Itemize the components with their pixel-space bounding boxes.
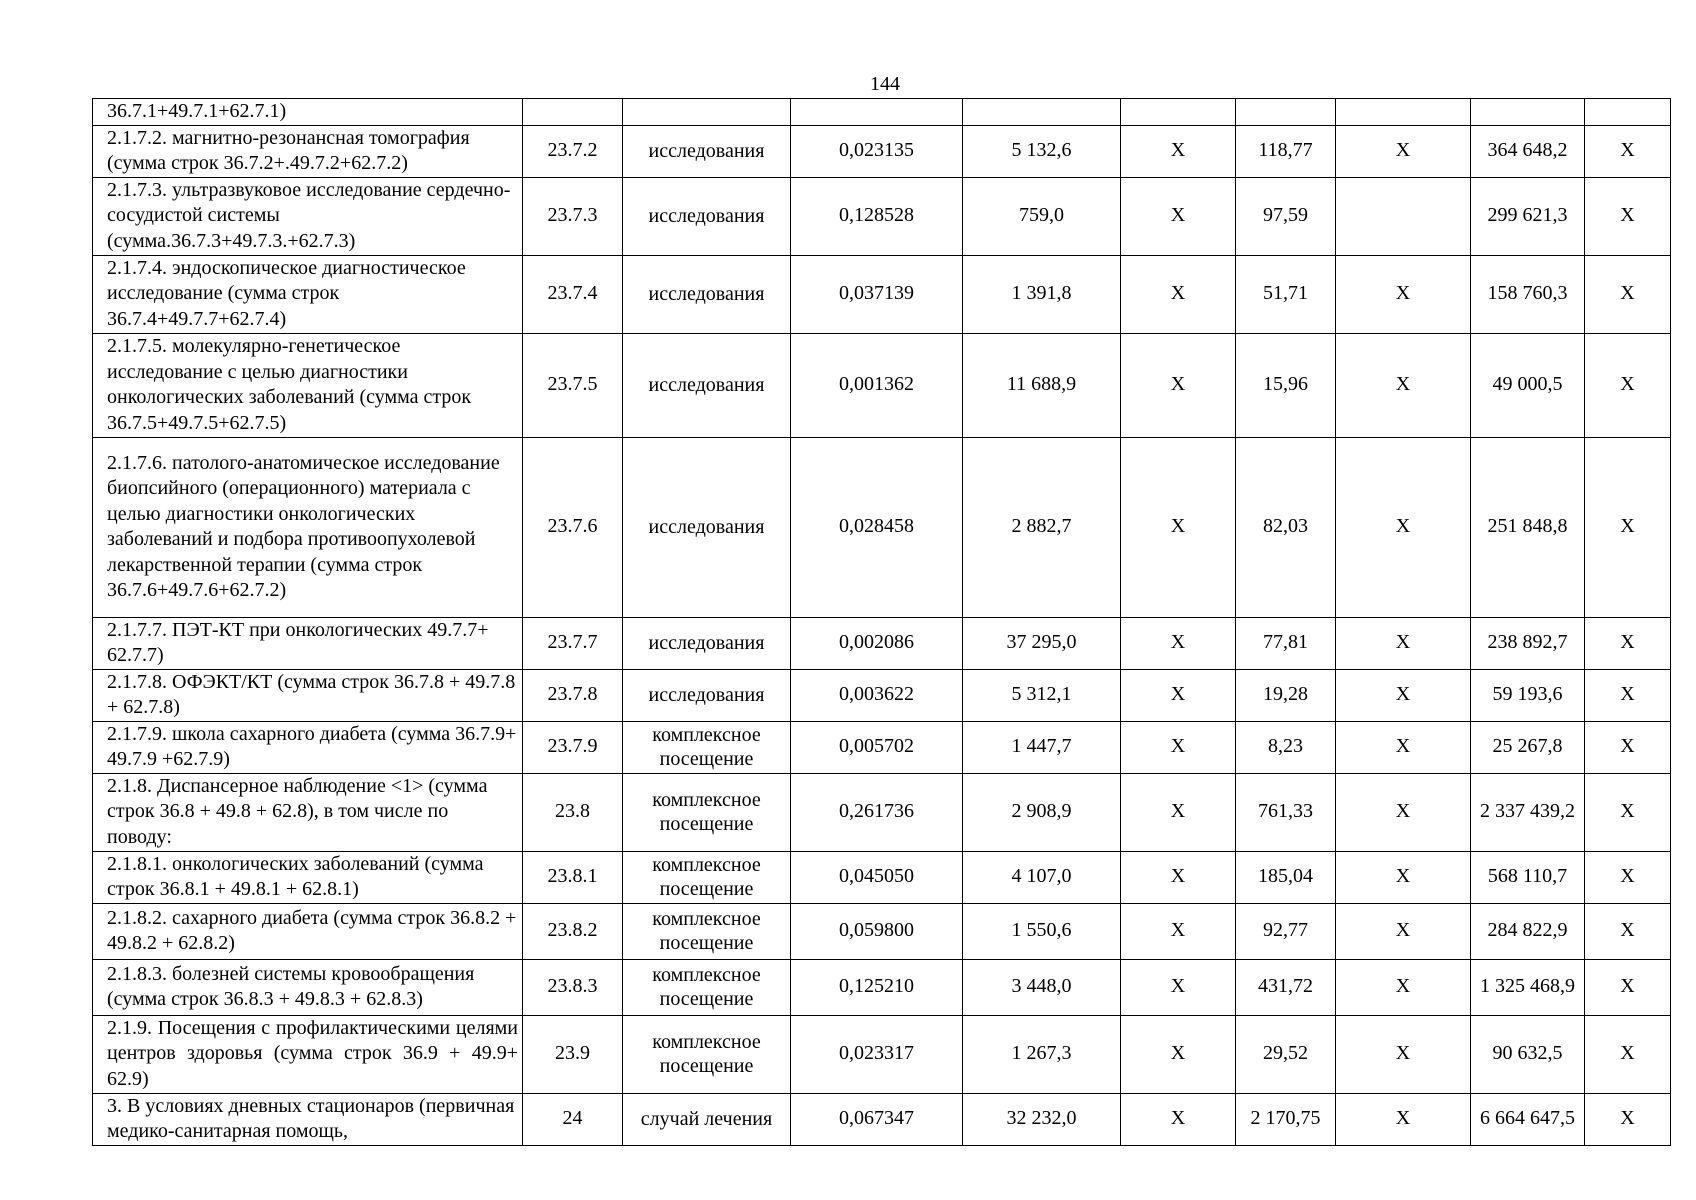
row-norm-cell: 0,003622 [791, 669, 963, 721]
row-name-cell: 2.1.7.9. школа сахарного диабета (сумма 36.7.9+ 49.7.9 +62.7.9) [93, 721, 523, 773]
row-col7-cell: 97,59 [1236, 177, 1336, 255]
row-col6-cell: X [1121, 177, 1236, 255]
row-unit-cell: исследования [623, 333, 791, 437]
row-norm-cell: 0,023135 [791, 125, 963, 177]
row-col8-cell: X [1336, 255, 1471, 333]
row-unit-cell: комплексное посещение [623, 773, 791, 851]
row-code-cell: 23.7.7 [523, 617, 623, 669]
row-col10-cell: X [1585, 669, 1671, 721]
table-row [93, 1015, 1671, 1093]
row-col9-cell [1471, 99, 1585, 126]
row-col10-cell: X [1585, 617, 1671, 669]
row-col7-cell: 118,77 [1236, 125, 1336, 177]
row-col10-cell: X [1585, 903, 1671, 959]
row-unit-cell: исследования [623, 255, 791, 333]
row-col7-cell: 761,33 [1236, 773, 1336, 851]
row-col8-cell: X [1336, 617, 1471, 669]
row-col7-cell: 8,23 [1236, 721, 1336, 773]
row-col10-cell: X [1585, 851, 1671, 903]
row-norm-cell: 0,125210 [791, 959, 963, 1015]
row-code-cell: 23.7.5 [523, 333, 623, 437]
row-norm-cell: 0,023317 [791, 1015, 963, 1093]
table-row [93, 669, 1671, 721]
row-col7-cell: 51,71 [1236, 255, 1336, 333]
row-col8-cell [1336, 177, 1471, 255]
row-col9-cell: 284 822,9 [1471, 903, 1585, 959]
page-number: 144 [870, 73, 900, 95]
table-row [93, 773, 1671, 851]
row-cost-cell [963, 99, 1121, 126]
row-col10-cell: X [1585, 125, 1671, 177]
row-col10-cell: X [1585, 437, 1671, 617]
row-col8-cell: X [1336, 1093, 1471, 1145]
row-col8-cell: X [1336, 903, 1471, 959]
row-code-cell: 23.8.2 [523, 903, 623, 959]
row-col8-cell: X [1336, 1015, 1471, 1093]
row-norm-cell: 0,037139 [791, 255, 963, 333]
row-col8-cell: X [1336, 437, 1471, 617]
row-cost-cell: 2 908,9 [963, 773, 1121, 851]
row-name-cell: 2.1.7.8. ОФЭКТ/КТ (сумма строк 36.7.8 + 49.7.8 + 62.7.8) [93, 669, 523, 721]
row-col8-cell: X [1336, 125, 1471, 177]
row-col8-cell: X [1336, 773, 1471, 851]
row-code-cell: 23.7.6 [523, 437, 623, 617]
row-col9-cell: 59 193,6 [1471, 669, 1585, 721]
row-unit-cell [623, 99, 791, 126]
row-cost-cell: 11 688,9 [963, 333, 1121, 437]
row-col6-cell: X [1121, 851, 1236, 903]
row-col10-cell: X [1585, 1015, 1671, 1093]
table-row [93, 177, 1671, 255]
row-col6-cell: X [1121, 721, 1236, 773]
row-name-cell: 2.1.7.7. ПЭТ-КТ при онкологических 49.7.7+ 62.7.7) [93, 617, 523, 669]
row-name-cell: 2.1.7.5. молекулярно-генетическое исследование с целью диагностики онкологических заболеваний (сумма строк 36.7.5+49.7.5+62.7.5) [93, 333, 523, 437]
row-col7-cell: 185,04 [1236, 851, 1336, 903]
row-unit-cell: случай лечения [623, 1093, 791, 1145]
row-col9-cell: 6 664 647,5 [1471, 1093, 1585, 1145]
row-col6-cell: X [1121, 255, 1236, 333]
table-row [93, 437, 1671, 617]
row-norm-cell: 0,028458 [791, 437, 963, 617]
row-col10-cell: X [1585, 1093, 1671, 1145]
row-code-cell: 23.8.3 [523, 959, 623, 1015]
row-col10-cell [1585, 99, 1671, 126]
row-cost-cell: 1 550,6 [963, 903, 1121, 959]
row-col8-cell: X [1336, 669, 1471, 721]
row-norm-cell: 0,045050 [791, 851, 963, 903]
row-col7-cell: 77,81 [1236, 617, 1336, 669]
row-col7-cell: 29,52 [1236, 1015, 1336, 1093]
row-col9-cell: 568 110,7 [1471, 851, 1585, 903]
row-unit-cell: исследования [623, 125, 791, 177]
row-name-cell: 2.1.7.6. патолого-анатомическое исследование биопсийного (операционного) материала с целью диагностики онкологических заболеваний и подбора противоопухолевой лекарственной терапии (сумма строк 36.7.6+49.7.6+62.7.2) [93, 437, 523, 617]
row-col10-cell: X [1585, 773, 1671, 851]
row-col6-cell: X [1121, 333, 1236, 437]
row-cost-cell: 32 232,0 [963, 1093, 1121, 1145]
row-cost-cell: 3 448,0 [963, 959, 1121, 1015]
row-name-cell: 2.1.9. Посещения с профилактическими целями центров здоровья (сумма строк 36.9 + 49.9+ 62.9) [93, 1015, 523, 1093]
row-col6-cell: X [1121, 125, 1236, 177]
table-row [93, 617, 1671, 669]
table-row [93, 1093, 1671, 1145]
table-row [93, 333, 1671, 437]
table-row [93, 721, 1671, 773]
row-col9-cell: 25 267,8 [1471, 721, 1585, 773]
row-norm-cell: 0,067347 [791, 1093, 963, 1145]
row-col8-cell: X [1336, 721, 1471, 773]
row-col10-cell: X [1585, 333, 1671, 437]
row-norm-cell: 0,059800 [791, 903, 963, 959]
row-code-cell: 23.7.8 [523, 669, 623, 721]
row-cost-cell: 4 107,0 [963, 851, 1121, 903]
row-unit-cell: комплексное посещение [623, 721, 791, 773]
row-col9-cell: 90 632,5 [1471, 1015, 1585, 1093]
row-code-cell: 23.7.3 [523, 177, 623, 255]
row-code-cell: 23.8.1 [523, 851, 623, 903]
row-name-cell: 2.1.7.3. ультразвуковое исследование сердечно-сосудистой системы (сумма.36.7.3+49.7.3.+62.7.3) [93, 177, 523, 255]
row-name-cell: 2.1.7.4. эндоскопическое диагностическое исследование (сумма строк 36.7.4+49.7.7+62.7.4) [93, 255, 523, 333]
row-name-cell: 3. В условиях дневных стационаров (первичная медико-санитарная помощь, [93, 1093, 523, 1145]
row-norm-cell: 0,002086 [791, 617, 963, 669]
row-col6-cell: X [1121, 669, 1236, 721]
table-row [93, 903, 1671, 959]
row-unit-cell: исследования [623, 617, 791, 669]
row-norm-cell: 0,261736 [791, 773, 963, 851]
row-col7-cell: 15,96 [1236, 333, 1336, 437]
row-unit-cell: исследования [623, 177, 791, 255]
row-col10-cell: X [1585, 721, 1671, 773]
row-col6-cell: X [1121, 959, 1236, 1015]
table-row [93, 851, 1671, 903]
row-unit-cell: комплексное посещение [623, 1015, 791, 1093]
row-code-cell: 24 [523, 1093, 623, 1145]
row-col9-cell: 158 760,3 [1471, 255, 1585, 333]
row-unit-cell: комплексное посещение [623, 851, 791, 903]
row-col7-cell: 19,28 [1236, 669, 1336, 721]
row-col6-cell: X [1121, 903, 1236, 959]
row-col8-cell: X [1336, 333, 1471, 437]
volume-cost-table [92, 98, 1671, 1146]
row-cost-cell: 1 267,3 [963, 1015, 1121, 1093]
row-name-cell: 2.1.8.1. онкологических заболеваний (сумма строк 36.8.1 + 49.8.1 + 62.8.1) [93, 851, 523, 903]
row-name-cell: 2.1.8.3. болезней системы кровообращения (сумма строк 36.8.3 + 49.8.3 + 62.8.3) [93, 959, 523, 1015]
row-col9-cell: 251 848,8 [1471, 437, 1585, 617]
row-col8-cell: X [1336, 959, 1471, 1015]
row-name-cell: 36.7.1+49.7.1+62.7.1) [93, 99, 523, 126]
row-col7-cell: 82,03 [1236, 437, 1336, 617]
row-col8-cell [1336, 99, 1471, 126]
row-name-cell: 2.1.7.2. магнитно-резонансная томография (сумма строк 36.7.2+.49.7.2+62.7.2) [93, 125, 523, 177]
row-col7-cell: 2 170,75 [1236, 1093, 1336, 1145]
row-norm-cell: 0,001362 [791, 333, 963, 437]
row-col6-cell: X [1121, 773, 1236, 851]
row-code-cell [523, 99, 623, 126]
table-body [93, 99, 1671, 1146]
row-col7-cell [1236, 99, 1336, 126]
row-cost-cell: 2 882,7 [963, 437, 1121, 617]
row-unit-cell: комплексное посещение [623, 903, 791, 959]
row-col8-cell: X [1336, 851, 1471, 903]
table-row [93, 959, 1671, 1015]
row-col7-cell: 431,72 [1236, 959, 1336, 1015]
table-row [93, 99, 1671, 126]
row-cost-cell: 5 132,6 [963, 125, 1121, 177]
row-col9-cell: 364 648,2 [1471, 125, 1585, 177]
row-col6-cell: X [1121, 617, 1236, 669]
row-col9-cell: 2 337 439,2 [1471, 773, 1585, 851]
row-code-cell: 23.7.4 [523, 255, 623, 333]
row-col9-cell: 49 000,5 [1471, 333, 1585, 437]
row-col10-cell: X [1585, 959, 1671, 1015]
row-code-cell: 23.9 [523, 1015, 623, 1093]
row-name-cell: 2.1.8.2. сахарного диабета (сумма строк 36.8.2 + 49.8.2 + 62.8.2) [93, 903, 523, 959]
row-code-cell: 23.8 [523, 773, 623, 851]
row-unit-cell: исследования [623, 437, 791, 617]
table-row [93, 125, 1671, 177]
row-col7-cell: 92,77 [1236, 903, 1336, 959]
row-norm-cell: 0,128528 [791, 177, 963, 255]
row-cost-cell: 1 391,8 [963, 255, 1121, 333]
row-cost-cell: 1 447,7 [963, 721, 1121, 773]
row-code-cell: 23.7.9 [523, 721, 623, 773]
row-col9-cell: 299 621,3 [1471, 177, 1585, 255]
row-norm-cell: 0,005702 [791, 721, 963, 773]
row-norm-cell [791, 99, 963, 126]
row-code-cell: 23.7.2 [523, 125, 623, 177]
row-cost-cell: 5 312,1 [963, 669, 1121, 721]
table-row [93, 255, 1671, 333]
row-col6-cell: X [1121, 1093, 1236, 1145]
row-col6-cell: X [1121, 437, 1236, 617]
row-cost-cell: 759,0 [963, 177, 1121, 255]
row-col10-cell: X [1585, 177, 1671, 255]
row-col6-cell: X [1121, 1015, 1236, 1093]
row-unit-cell: комплексное посещение [623, 959, 791, 1015]
row-cost-cell: 37 295,0 [963, 617, 1121, 669]
row-col9-cell: 238 892,7 [1471, 617, 1585, 669]
row-col9-cell: 1 325 468,9 [1471, 959, 1585, 1015]
row-col6-cell [1121, 99, 1236, 126]
row-name-cell: 2.1.8. Диспансерное наблюдение <1> (сумма строк 36.8 + 49.8 + 62.8), в том числе по поводу: [93, 773, 523, 851]
row-col10-cell: X [1585, 255, 1671, 333]
row-unit-cell: исследования [623, 669, 791, 721]
